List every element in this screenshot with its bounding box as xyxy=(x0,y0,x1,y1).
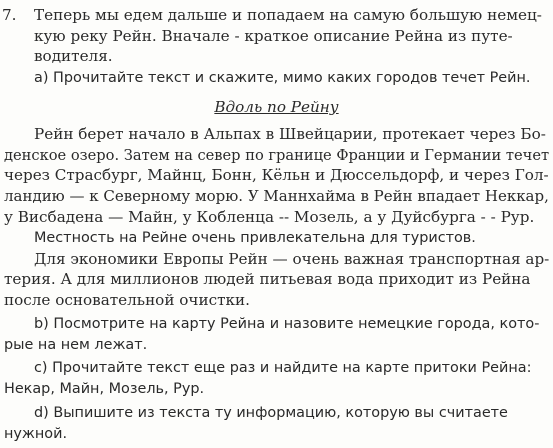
intro-line-3: водителя. xyxy=(34,47,113,65)
intro-line-2: кую реку Рейн. Вначале - краткое описание Рейна из путе- xyxy=(34,27,513,45)
paragraph3-line-1: Для экономики Европы Рейн — очень важная транспортная ар- xyxy=(34,250,550,268)
paragraph1-line-1: Рейн берет начало в Альпах в Швейцарии, протекает через Бо- xyxy=(34,125,546,143)
exercise-number: 7. xyxy=(2,6,17,24)
text-title: Вдоль по Рейну xyxy=(214,98,339,116)
task-c-line-1: с) Прочитайте текст еще раз и найдите на карте притоки Рейна: xyxy=(34,360,532,376)
intro-line-1: Теперь мы едем дальше и попадаем на самую большую немец- xyxy=(34,6,542,24)
paragraph2: Местность на Рейне очень привлекательна для туристов. xyxy=(34,230,476,246)
task-b-line-2: рые на нем лежат. xyxy=(4,337,148,353)
paragraph3-line-2: терия. А для миллионов людей питьевая вода приходит из Рейна xyxy=(4,270,531,288)
task-a: а) Прочитайте текст и скажите, мимо каких городов течет Рейн. xyxy=(34,70,531,86)
paragraph1-line-2: денское озеро. Затем на север по границе Франции и Германии течет xyxy=(4,146,550,164)
paragraph1-line-5: у Висбадена — Майн, у Кобленца -- Мозель, а у Дуйсбурга - - Рур. xyxy=(4,208,535,226)
paragraph1-line-3: через Страсбург, Майнц, Бонн, Кёльн и Дюссельдорф, и через Гол- xyxy=(4,166,549,184)
paragraph1-line-4: ландию — к Северному морю. У Маннхайма в Рейн впадает Неккар, xyxy=(4,187,549,205)
paragraph3-line-3: после основательной очистки. xyxy=(4,291,250,309)
task-d-line-1: d) Выпишите из текста ту информацию, которую вы считаете xyxy=(34,405,508,421)
task-c-line-2: Некар, Майн, Мозель, Рур. xyxy=(4,381,205,397)
task-b-line-1: b) Посмотрите на карту Рейна и назовите немецкие города, кото- xyxy=(34,316,540,332)
task-d-line-2: нужной. xyxy=(4,426,68,442)
